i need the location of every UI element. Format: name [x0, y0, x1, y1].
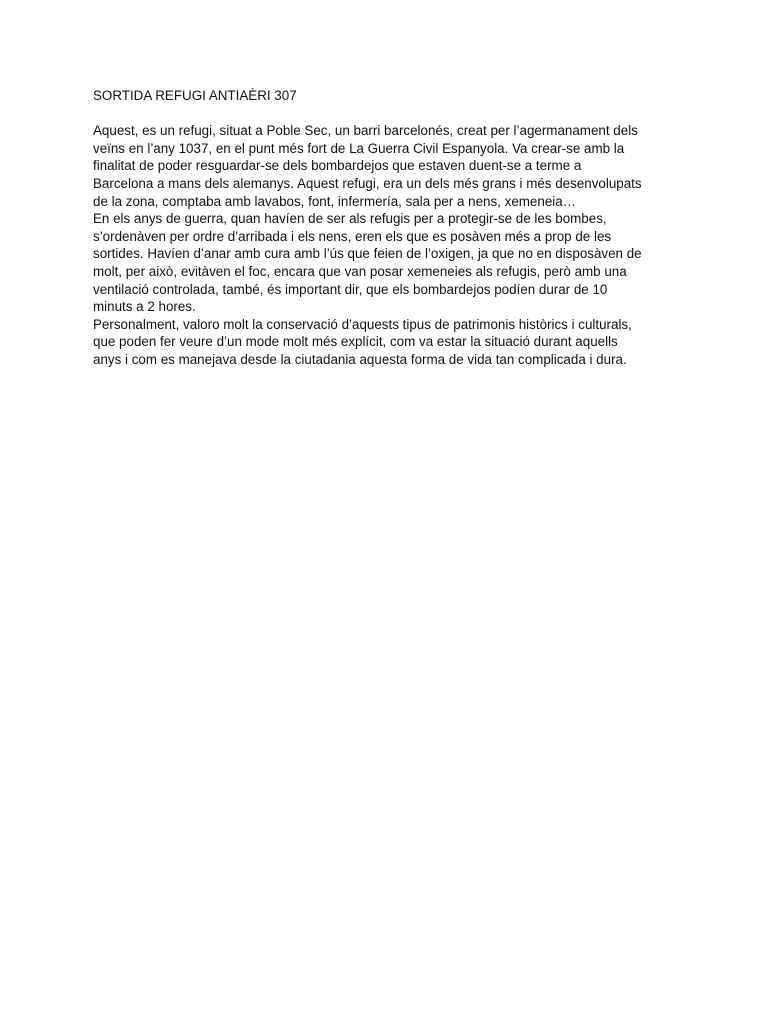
text-line: minuts a 2 hores.	[93, 299, 196, 315]
document-body	[93, 87, 683, 369]
text-line: de la zona, comptaba amb lavabos, font, infermería, sala per a nens, xemeneia…	[93, 193, 577, 209]
text-line: Personalment, valoro molt la conservació d’aquests tipus de patrimonis històrics i culturals,	[93, 316, 632, 332]
text-line: finalitat de poder resguardar-se dels bombardejos que estaven duent-se a terme a	[93, 158, 582, 174]
text-line: anys i com es manejava desde la ciutadania aquesta forma de vida tan complicada i dura.	[93, 351, 627, 367]
text-line: veïns en l’any 1037, en el punt més fort de La Guerra Civil Espanyola. Va crear-se amb la	[93, 140, 625, 156]
text-line: ventilació controlada, també, és important dir, que els bombardejos podíen durar de 10	[93, 281, 608, 297]
text-line: Aquest, es un refugi, situat a Poble Sec, un barri barcelonés, creat per l’agermanament dels	[93, 123, 638, 139]
text-line: En els anys de guerra, quan havíen de ser als refugis per a protegir-se de les bombes,	[93, 211, 607, 227]
text-line: s’ordenàven per ordre d’arribada i els nens, eren els que es posàven més a prop de les	[93, 228, 612, 244]
text-line: que poden fer veure d’un mode molt més explícit, com va estar la situació durant aquells	[93, 334, 618, 350]
text-line: Barcelona a mans dels alemanys. Aquest refugi, era un dels més grans i més desenvolupats	[93, 175, 642, 191]
document-text	[93, 122, 683, 368]
document-title: SORTIDA REFUGI ANTIAÈRI 307	[93, 88, 297, 103]
text-line: molt, per això, evitàven el foc, encara que van posar xemeneies als refugis, però amb una	[93, 263, 627, 279]
text-line: sortides. Havíen d’anar amb cura amb l’ús que feien de l’oxigen, ja que no en disposàven de	[93, 246, 642, 262]
